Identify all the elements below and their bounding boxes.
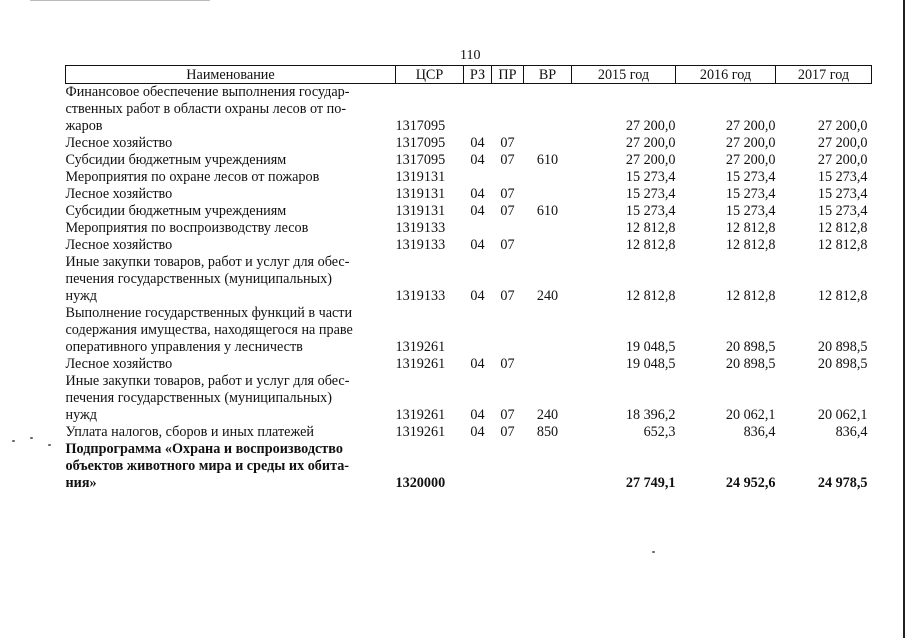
- cell-vr: 240: [536, 288, 559, 304]
- cell-name-line: Субсидии бюджетным учреждениям: [65, 203, 287, 219]
- cell-pr: 07: [500, 186, 515, 202]
- cell-csr: 1319131: [395, 203, 446, 219]
- cell-vr: [524, 441, 572, 492]
- cell-csr: 1319261: [395, 407, 446, 423]
- cell-rz: [464, 441, 492, 492]
- cell-rz: [464, 169, 492, 186]
- cell-csr: 1317095: [395, 135, 446, 151]
- cell-csr: 1319261: [395, 356, 446, 372]
- cell-2015: 15 273,4: [625, 186, 676, 202]
- cell-pr: 07: [500, 356, 515, 372]
- cell-csr: 1317095: [395, 152, 446, 168]
- cell-2017: 24 978,5: [817, 475, 868, 491]
- cell-pr: [492, 441, 524, 492]
- cell-2016: 15 273,4: [725, 186, 776, 202]
- page-number: 110: [460, 48, 481, 63]
- cell-csr: 1319131: [395, 169, 446, 185]
- cell-name-line: Субсидии бюджетным учреждениям: [65, 152, 287, 168]
- header-csr: ЦСР: [396, 66, 464, 84]
- cell-name: [66, 186, 396, 203]
- scan-edge-rule: [30, 0, 210, 1]
- cell-name-line: Финансовое обеспечение выполнения государ-: [65, 84, 350, 100]
- cell-2017: 12 812,8: [817, 220, 868, 236]
- header-vr: ВР: [524, 66, 572, 84]
- cell-rz: 04: [470, 152, 485, 168]
- cell-name: [66, 84, 396, 136]
- cell-vr: [524, 356, 572, 373]
- cell-name-line: ния»: [65, 475, 97, 491]
- cell-name-line: печения государственных (муниципальных): [65, 271, 332, 287]
- table-row: [66, 203, 872, 220]
- cell-name-line: ственных работ в области охраны лесов от по-: [65, 101, 347, 117]
- header-pr: ПР: [492, 66, 524, 84]
- cell-name-line: нужд: [65, 288, 98, 304]
- cell-csr: 1320000: [395, 475, 446, 491]
- cell-name: [66, 169, 396, 186]
- table-row: [66, 84, 872, 136]
- cell-vr: 240: [536, 407, 559, 423]
- cell-vr: [524, 305, 572, 356]
- cell-name-line: Иные закупки товаров, работ и услуг для обес-: [65, 254, 350, 270]
- table-row: [66, 135, 872, 152]
- header-2017: 2017 год: [776, 66, 872, 84]
- table-row: [66, 373, 872, 424]
- header-2016: 2016 год: [676, 66, 776, 84]
- cell-name-line: Лесное хозяйство: [65, 356, 173, 372]
- cell-2016: 836,4: [743, 424, 776, 440]
- cell-name-line: объектов животного мира и среды их обита-: [65, 458, 350, 474]
- cell-2017: 12 812,8: [817, 237, 868, 253]
- cell-rz: [464, 220, 492, 237]
- cell-pr: [492, 305, 524, 356]
- cell-name: [66, 237, 396, 254]
- cell-pr: 07: [500, 424, 515, 440]
- table-row: [66, 152, 872, 169]
- cell-2015: 27 749,1: [625, 475, 676, 491]
- cell-2017: 15 273,4: [817, 186, 868, 202]
- header-rz: РЗ: [464, 66, 492, 84]
- cell-2017: 15 273,4: [817, 169, 868, 185]
- cell-name-line: Мероприятия по воспроизводству лесов: [65, 220, 309, 236]
- cell-pr: 07: [500, 237, 515, 253]
- cell-2017: 27 200,0: [817, 118, 868, 134]
- cell-rz: [464, 305, 492, 356]
- cell-vr: 610: [536, 152, 559, 168]
- table-body: [66, 84, 872, 493]
- cell-name-line: Лесное хозяйство: [65, 186, 173, 202]
- cell-2017: 15 273,4: [817, 203, 868, 219]
- cell-vr: [524, 186, 572, 203]
- cell-pr: [492, 220, 524, 237]
- cell-pr: 07: [500, 203, 515, 219]
- table-header-row: [66, 66, 872, 84]
- cell-2016: 15 273,4: [725, 169, 776, 185]
- cell-csr: 1319133: [395, 220, 446, 236]
- cell-2017: 27 200,0: [817, 152, 868, 168]
- table-row: [66, 441, 872, 492]
- cell-rz: 04: [470, 424, 485, 440]
- cell-2015: 19 048,5: [625, 339, 676, 355]
- cell-rz: 04: [470, 288, 485, 304]
- cell-name-line: нужд: [65, 407, 98, 423]
- cell-2017: 20 062,1: [817, 407, 868, 423]
- cell-2016: 20 898,5: [725, 356, 776, 372]
- cell-2016: 24 952,6: [725, 475, 776, 491]
- cell-name-line: содержания имущества, находящегося на праве: [65, 322, 353, 338]
- scan-speck: [48, 444, 51, 446]
- cell-vr: [524, 84, 572, 136]
- cell-2016: 27 200,0: [725, 135, 776, 151]
- table-row: [66, 237, 872, 254]
- cell-csr: 1317095: [395, 118, 446, 134]
- cell-pr: [492, 169, 524, 186]
- cell-2016: 20 898,5: [725, 339, 776, 355]
- cell-pr: 07: [500, 152, 515, 168]
- cell-name-line: оперативного управления у лесничеств: [65, 339, 303, 355]
- cell-name: [66, 305, 396, 356]
- cell-2016: 12 812,8: [725, 220, 776, 236]
- cell-rz: [464, 84, 492, 136]
- cell-2017: 27 200,0: [817, 135, 868, 151]
- cell-name-line: Иные закупки товаров, работ и услуг для обес-: [65, 373, 350, 389]
- cell-name: [66, 441, 396, 492]
- cell-name-line: Уплата налогов, сборов и иных платежей: [65, 424, 314, 440]
- cell-rz: 04: [470, 356, 485, 372]
- cell-rz: 04: [470, 237, 485, 253]
- cell-name: [66, 373, 396, 424]
- cell-2016: 12 812,8: [725, 237, 776, 253]
- cell-2016: 15 273,4: [725, 203, 776, 219]
- cell-vr: [524, 220, 572, 237]
- cell-2015: 15 273,4: [625, 169, 676, 185]
- cell-pr: 07: [500, 135, 515, 151]
- scan-speck: [30, 437, 33, 439]
- cell-vr: [524, 169, 572, 186]
- cell-vr: [524, 135, 572, 152]
- cell-name: [66, 220, 396, 237]
- cell-2015: 12 812,8: [625, 237, 676, 253]
- table-row: [66, 186, 872, 203]
- table-row: [66, 254, 872, 305]
- cell-2015: 12 812,8: [625, 288, 676, 304]
- cell-2017: 12 812,8: [817, 288, 868, 304]
- cell-csr: 1319133: [395, 237, 446, 253]
- cell-csr: 1319261: [395, 424, 446, 440]
- table-row: [66, 305, 872, 356]
- cell-2016: 12 812,8: [725, 288, 776, 304]
- cell-csr: 1319261: [395, 339, 446, 355]
- cell-2016: 20 062,1: [725, 407, 776, 423]
- cell-2015: 27 200,0: [625, 152, 676, 168]
- header-name: Наименование: [66, 66, 396, 84]
- cell-pr: 07: [500, 407, 515, 423]
- cell-2015: 15 273,4: [625, 203, 676, 219]
- cell-name: [66, 254, 396, 305]
- cell-rz: 04: [470, 407, 485, 423]
- cell-2016: 27 200,0: [725, 152, 776, 168]
- cell-rz: 04: [470, 135, 485, 151]
- cell-pr: [492, 84, 524, 136]
- cell-name-line: Подпрограмма «Охрана и воспроизводство: [65, 441, 343, 457]
- table-row: [66, 356, 872, 373]
- cell-2016: 27 200,0: [725, 118, 776, 134]
- cell-name: [66, 424, 396, 441]
- table-row: [66, 220, 872, 237]
- cell-2015: 19 048,5: [625, 356, 676, 372]
- cell-name-line: жаров: [65, 118, 103, 134]
- scan-speck: [652, 551, 655, 553]
- cell-2015: 652,3: [643, 424, 676, 440]
- cell-name: [66, 203, 396, 220]
- cell-2017: 20 898,5: [817, 356, 868, 372]
- budget-table: [65, 65, 872, 492]
- cell-vr: 850: [536, 424, 559, 440]
- cell-csr: 1319131: [395, 186, 446, 202]
- table-row: [66, 424, 872, 441]
- cell-2015: 18 396,2: [625, 407, 676, 423]
- cell-2017: 20 898,5: [817, 339, 868, 355]
- cell-rz: 04: [470, 186, 485, 202]
- cell-name-line: Лесное хозяйство: [65, 135, 173, 151]
- cell-vr: [524, 237, 572, 254]
- cell-2015: 27 200,0: [625, 118, 676, 134]
- cell-name: [66, 135, 396, 152]
- cell-2015: 12 812,8: [625, 220, 676, 236]
- cell-2017: 836,4: [835, 424, 868, 440]
- cell-name-line: Выполнение государственных функций в части: [65, 305, 353, 321]
- scan-speck: [12, 440, 15, 442]
- cell-vr: 610: [536, 203, 559, 219]
- cell-name: [66, 152, 396, 169]
- cell-csr: 1319133: [395, 288, 446, 304]
- cell-name-line: Лесное хозяйство: [65, 237, 173, 253]
- cell-rz: 04: [470, 203, 485, 219]
- header-2015: 2015 год: [572, 66, 676, 84]
- cell-pr: 07: [500, 288, 515, 304]
- cell-name-line: печения государственных (муниципальных): [65, 390, 332, 406]
- cell-name: [66, 356, 396, 373]
- cell-name-line: Мероприятия по охране лесов от пожаров: [65, 169, 320, 185]
- cell-2015: 27 200,0: [625, 135, 676, 151]
- table-row: [66, 169, 872, 186]
